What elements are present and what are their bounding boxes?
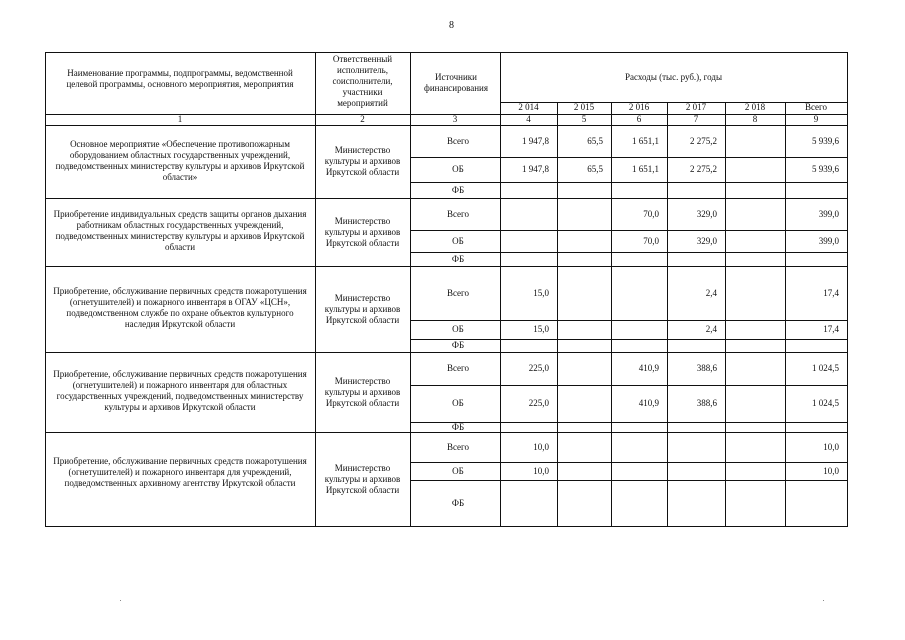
executor-cell: Министерство культуры и архивов Иркутской области bbox=[324, 375, 401, 408]
funding-source-cell: ФБ bbox=[451, 422, 465, 432]
header-year-cell: Всего bbox=[804, 102, 828, 112]
table-rule bbox=[410, 320, 848, 321]
amount-cell: 225,0 bbox=[528, 363, 549, 373]
amount-cell: 2 275,2 bbox=[690, 136, 717, 146]
amount-cell: 410,9 bbox=[638, 363, 659, 373]
funding-source-cell: Всего bbox=[446, 442, 470, 452]
scan-speck bbox=[823, 600, 824, 601]
table-rule bbox=[45, 526, 848, 527]
header-year-cell: 2 015 bbox=[573, 102, 595, 112]
table-rule bbox=[410, 182, 848, 183]
header-source-cell: Источники финансирования bbox=[424, 72, 488, 93]
amount-cell: 388,6 bbox=[696, 398, 717, 408]
amount-cell: 225,0 bbox=[528, 398, 549, 408]
funding-source-cell: Всего bbox=[446, 209, 470, 219]
table-rule bbox=[410, 230, 848, 231]
amount-cell: 70,0 bbox=[643, 236, 659, 246]
amount-cell: 15,0 bbox=[533, 324, 549, 334]
executor-cell: Министерство культуры и архивов Иркутской области bbox=[324, 215, 401, 248]
amount-cell: 17,4 bbox=[823, 324, 839, 334]
table-rule bbox=[410, 157, 848, 158]
funding-source-cell: Всего bbox=[446, 288, 470, 298]
amount-cell: 329,0 bbox=[696, 236, 717, 246]
column-number-cell: 1 bbox=[177, 114, 183, 124]
activity-name-cell: Приобретение индивидуальных средств защиты органов дыхания работникам областных государственных учреждений, подведомственных министерству культуры и архивов Иркутской области bbox=[53, 209, 307, 252]
column-number-cell: 4 bbox=[526, 114, 531, 124]
column-number-cell: 6 bbox=[636, 114, 642, 124]
column-number-cell: 2 bbox=[360, 114, 365, 124]
amount-cell: 17,4 bbox=[823, 288, 839, 298]
executor-cell: Министерство культуры и архивов Иркутской области bbox=[324, 292, 401, 325]
amount-cell: 10,0 bbox=[533, 442, 549, 452]
amount-cell: 410,9 bbox=[638, 398, 659, 408]
amount-cell: 10,0 bbox=[823, 466, 839, 476]
funding-source-cell: ОБ bbox=[452, 236, 464, 246]
column-number-cell: 8 bbox=[752, 114, 758, 124]
header-name-cell: Наименование программы, подпрограммы, ведомственной целевой программы, основного мероприятия, мероприятия bbox=[66, 68, 294, 89]
amount-cell: 10,0 bbox=[533, 466, 549, 476]
funding-source-cell: ОБ bbox=[452, 164, 464, 174]
executor-cell: Министерство культуры и архивов Иркутской области bbox=[324, 462, 401, 495]
budget-table bbox=[45, 52, 847, 526]
amount-cell: 1 651,1 bbox=[632, 136, 659, 146]
funding-source-cell: ФБ bbox=[451, 340, 465, 350]
table-rule bbox=[45, 266, 848, 267]
amount-cell: 70,0 bbox=[643, 209, 659, 219]
header-year-cell: 2 017 bbox=[685, 102, 707, 112]
table-rule bbox=[410, 462, 848, 463]
activity-name-cell: Приобретение, обслуживание первичных средств пожаротушения (огнетушителей) и пожарного инвентаря для областных государственных учреждений, подведомственных министерству культуры и архивов Иркутской области bbox=[53, 369, 307, 412]
table-rule bbox=[45, 52, 848, 53]
funding-source-cell: ФБ bbox=[451, 254, 465, 264]
table-rule bbox=[45, 352, 848, 353]
table-rule bbox=[847, 52, 848, 527]
header-year-cell: 2 016 bbox=[628, 102, 650, 112]
amount-cell: 399,0 bbox=[818, 236, 839, 246]
amount-cell: 2 275,2 bbox=[690, 164, 717, 174]
page-number: 8 bbox=[449, 20, 454, 31]
amount-cell: 65,5 bbox=[587, 164, 603, 174]
amount-cell: 2,4 bbox=[705, 324, 717, 334]
amount-cell: 1 947,8 bbox=[522, 136, 549, 146]
header-expenses-cell: Расходы (тыс. руб.), годы bbox=[624, 72, 723, 82]
column-number-cell: 3 bbox=[452, 114, 458, 124]
funding-source-cell: Всего bbox=[446, 363, 470, 373]
table-rule bbox=[45, 125, 848, 126]
activity-name-cell: Основное мероприятие «Обеспечение противопожарным оборудованием областных государственных учреждений, подведомственных министерству культуры и архивов Иркутской области» bbox=[55, 138, 305, 182]
funding-source-cell: ОБ bbox=[452, 466, 464, 476]
activity-name-cell: Приобретение, обслуживание первичных средств пожаротушения (огнетушителей) и пожарного инвентаря в ОГАУ «ЦСН», подведомственном службе по охране объектов культурного наследия Иркутской области bbox=[53, 286, 307, 329]
column-number-cell: 5 bbox=[581, 114, 587, 124]
amount-cell: 1 024,5 bbox=[812, 363, 839, 373]
header-year-cell: 2 018 bbox=[744, 102, 766, 112]
funding-source-cell: ФБ bbox=[451, 498, 465, 508]
amount-cell: 2,4 bbox=[705, 288, 717, 298]
amount-cell: 65,5 bbox=[587, 136, 603, 146]
amount-cell: 388,6 bbox=[696, 363, 717, 373]
funding-source-cell: ФБ bbox=[451, 185, 465, 195]
funding-source-cell: ОБ bbox=[452, 324, 464, 334]
amount-cell: 329,0 bbox=[696, 209, 717, 219]
scan-speck bbox=[120, 600, 121, 601]
header-executor-cell: Ответственный исполнитель, соисполнители, участники мероприятий bbox=[332, 54, 393, 108]
executor-cell: Министерство культуры и архивов Иркутской области bbox=[324, 145, 401, 177]
funding-source-cell: ОБ bbox=[452, 398, 464, 408]
amount-cell: 1 651,1 bbox=[632, 164, 659, 174]
amount-cell: 1 024,5 bbox=[812, 398, 839, 408]
table-rule bbox=[410, 252, 848, 253]
table-rule bbox=[45, 198, 848, 199]
funding-source-cell: Всего bbox=[446, 136, 470, 146]
column-number-cell: 9 bbox=[813, 114, 819, 124]
amount-cell: 5 939,6 bbox=[812, 136, 839, 146]
table-rule bbox=[410, 480, 848, 481]
amount-cell: 15,0 bbox=[533, 288, 549, 298]
column-number-cell: 7 bbox=[693, 114, 699, 124]
amount-cell: 5 939,6 bbox=[812, 164, 839, 174]
amount-cell: 10,0 bbox=[823, 442, 839, 452]
amount-cell: 1 947,8 bbox=[522, 164, 549, 174]
activity-name-cell: Приобретение, обслуживание первичных средств пожаротушения (огнетушителей) и пожарного инвентаря для учреждений, подведомственных архивному агентству Иркутской области bbox=[53, 456, 307, 488]
amount-cell: 399,0 bbox=[818, 209, 839, 219]
header-year-cell: 2 014 bbox=[518, 102, 539, 112]
table-rule bbox=[410, 385, 848, 386]
